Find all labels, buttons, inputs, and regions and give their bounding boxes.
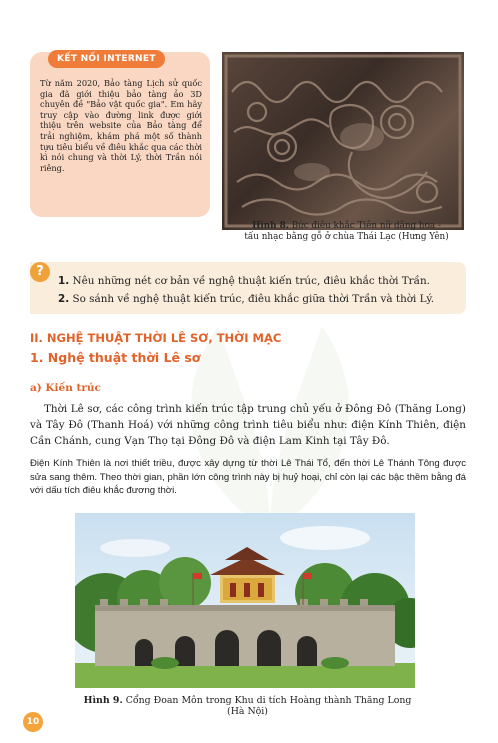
question-1 (58, 275, 430, 287)
figure9-label: Hình 9. (83, 695, 123, 706)
figure9-text: Cổng Đoan Môn trong Khu di tích Hoàng thành Thăng Long (Hà Nội) (125, 695, 412, 717)
question-2 (58, 293, 434, 305)
figure8-caption (244, 221, 449, 243)
figure9-caption (75, 695, 420, 717)
doan-mon-gate-photo (75, 513, 415, 688)
internet-tag: KẾT NỐI INTERNET (48, 50, 165, 68)
question-mark-icon: ? (30, 262, 50, 282)
subsubsection-heading: a) Kiến trúc (30, 382, 101, 394)
internet-connection-box (30, 52, 210, 217)
question-2-num: 2. (58, 293, 70, 305)
page-number: 10 (23, 712, 43, 732)
internet-text: Từ năm 2020, Bảo tàng Lịch sử quốc gia đã giới thiệu bảo tàng ảo 3D chuyên đề "Bảo vật quốc gia". Em hãy truy cập vào đường link được giới thiệu trên website của Bảo tàng để trải nghiệm, khám phá một số thành tựu tiêu biểu về điêu khắc qua các thời kì nói chung và thời Lý, thời Trần nói riêng. (40, 78, 202, 173)
paragraph-1: Thời Lê sơ, các công trình kiến trúc tập trung chủ yếu ở Đông Đô (Thăng Long) và Tây Đô (Thanh Hoá) với những công trình tiêu biểu như: điện Kính Thiên, điện Cần Chánh, cung Vạn Thọ tại Đông Đô và điện Lam Kinh tại Tây Đô. (30, 403, 466, 447)
question-2-text: So sánh về nghệ thuật kiến trúc, điêu khắc giữa thời Trần và thời Lý. (72, 293, 435, 305)
figure8-text: Bức điêu khắc Tiên nữ dâng hoa - tấu nhạc bằng gỗ ở chùa Thái Lạc (Hưng Yên) (244, 221, 449, 242)
section-heading: II. NGHỆ THUẬT THỜI LÊ SƠ, THỜI MẠC (30, 331, 282, 345)
subsection-heading: 1. Nghệ thuật thời Lê sơ (30, 350, 201, 365)
wood-carving-image (222, 52, 464, 230)
question-box (30, 262, 466, 314)
question-1-text: Nêu những nét cơ bản về nghệ thuật kiến trúc, điêu khắc thời Trần. (72, 275, 430, 287)
paragraph-2: Điện Kính Thiên là nơi thiết triều, được xây dựng từ thời Lê Thái Tổ, đến thời Lê Thánh Tông được sửa sang thêm. Theo thời gian, phần lớn công trình này bị huỷ hoại, chỉ còn lại các bậc thềm bằng đá với dấu tích điêu khắc đương thời. (30, 458, 466, 497)
question-1-num: 1. (58, 275, 70, 287)
figure8-label: Hình 8. (252, 221, 289, 231)
